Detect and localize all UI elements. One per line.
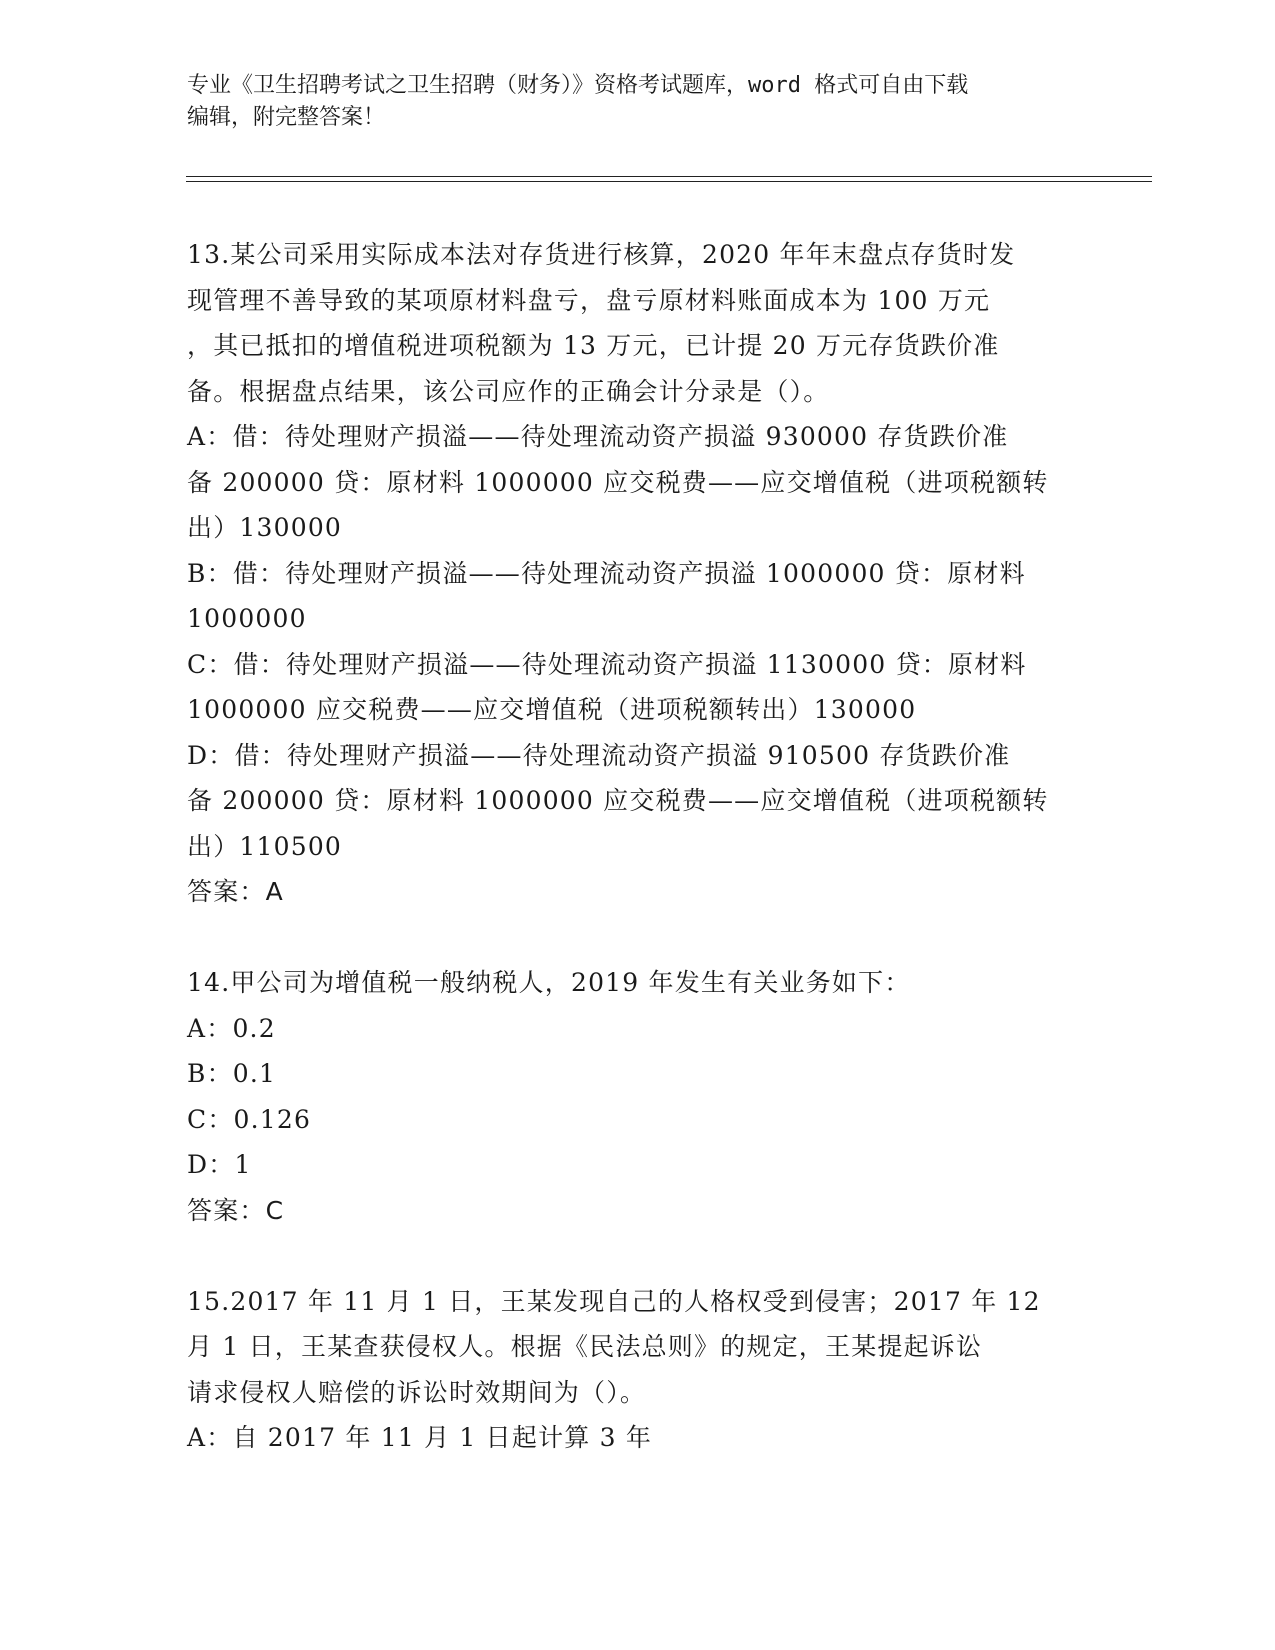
question-stem-line: 13.某公司采用实际成本法对存货进行核算，2020 年年末盘点存货时发 xyxy=(187,240,1016,269)
option-line: D：1 xyxy=(187,1150,252,1179)
header-line-1: 专业《卫生招聘考试之卫生招聘（财务）》资格考试题库，word 格式可自由下载 xyxy=(187,73,969,98)
question-15 xyxy=(187,1279,1087,1461)
option-line: B：0.1 xyxy=(187,1059,277,1088)
option-line: C：0.126 xyxy=(187,1104,312,1134)
question-spacer xyxy=(187,915,1087,961)
answer-line: 答案：C xyxy=(187,1195,285,1225)
header-divider-bottom xyxy=(186,181,1152,182)
option-line: 备 200000 贷：原材料 1000000 应交税费——应交增值税（进项税额转 xyxy=(187,786,1049,815)
header-line-2: 编辑，附完整答案！ xyxy=(187,105,386,130)
option-line: 1000000 xyxy=(187,604,307,633)
question-stem-line: 现管理不善导致的某项原材料盘亏，盘亏原材料账面成本为 100 万元 xyxy=(187,285,991,315)
answer-line: 答案：A xyxy=(187,877,284,906)
question-list xyxy=(187,232,1087,1461)
question-stem-line: 备。根据盘点结果，该公司应作的正确会计分录是（）。 xyxy=(187,376,830,406)
question-spacer xyxy=(187,1233,1087,1279)
question-stem-line: ，其已抵扣的增值税进项税额为 13 万元，已计提 20 万元存货跌价准 xyxy=(187,331,1000,360)
option-line: 1000000 应交税费——应交增值税（进项税额转出）130000 xyxy=(187,695,917,724)
question-stem-line: 请求侵权人赔偿的诉讼时效期间为（）。 xyxy=(187,1377,647,1407)
option-line: B：借：待处理财产损溢——待处理流动资产损溢 1000000 贷：原材料 xyxy=(187,558,1026,588)
option-line: A：借：待处理财产损溢——待处理流动资产损溢 930000 存货跌价准 xyxy=(187,422,1009,451)
option-line: 备 200000 贷：原材料 1000000 应交税费——应交增值税（进项税额转 xyxy=(187,467,1049,497)
question-stem-line: 14.甲公司为增值税一般纳税人，2019 年发生有关业务如下： xyxy=(187,968,911,997)
option-line: D：借：待处理财产损溢——待处理流动资产损溢 910500 存货跌价准 xyxy=(187,740,1011,770)
header-divider-top xyxy=(186,176,1152,177)
option-line: A：0.2 xyxy=(187,1013,276,1043)
option-line: 出）110500 xyxy=(187,831,343,861)
question-13 xyxy=(187,232,1087,915)
option-line: A：自 2017 年 11 月 1 日起计算 3 年 xyxy=(187,1423,653,1452)
question-14 xyxy=(187,960,1087,1233)
question-stem-line: 月 1 日，王某查获侵权人。根据《民法总则》的规定，王某提起诉讼 xyxy=(187,1332,983,1361)
option-line: 出）130000 xyxy=(187,513,343,542)
document-header xyxy=(187,70,1087,134)
option-line: C：借：待处理财产损溢——待处理流动资产损溢 1130000 贷：原材料 xyxy=(187,649,1027,679)
question-stem-line: 15.2017 年 11 月 1 日，王某发现自己的人格权受到侵害；2017 年 12 xyxy=(187,1286,1041,1316)
